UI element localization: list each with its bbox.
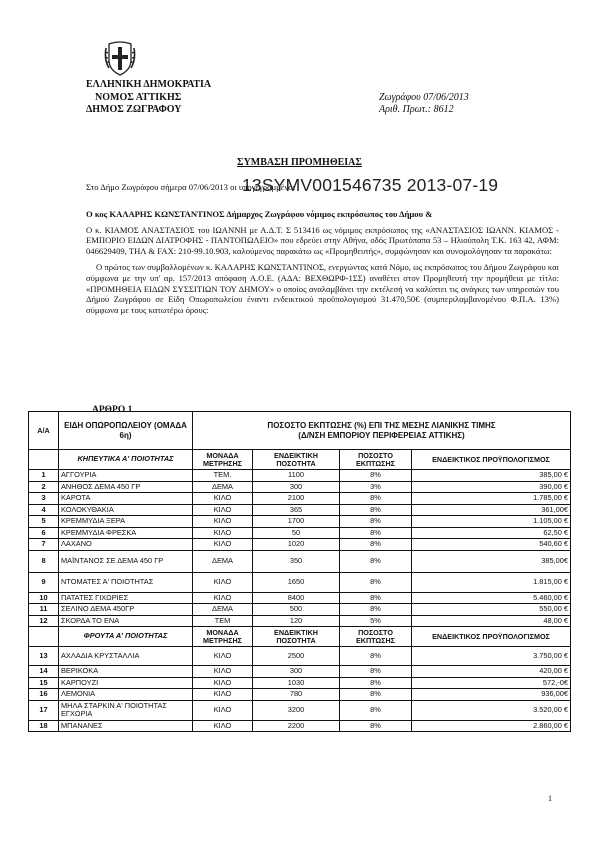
- table-row: [29, 615, 571, 627]
- item-quantity: 1700: [253, 516, 340, 528]
- supplier-paragraph: Ο κ. ΚΙΑΜΟΣ ΑΝΑΣΤΑΣΙΟΣ του ΙΩΑΝΝΗ με Α.Δ.Τ. Σ 513416 ως νόμιμος εκπρόσωπος της «ΑΝΑΣΤΑΣΙΟΣ ΙΩΑΝΝ. ΚΙΑΜΟΣ - ΕΜΠΟΡΙΟ ΕΙΔΩΝ ΔΙΑΤΡΟΦΗΣ - ΠΑΝΤΟΠΩΛΕΙΟ» που εδρεύει στην Αθήνα, οδός Πρωτόπαπα 53 – Ηλιούπολη Τ.Κ. 163 42, ΑΦΜ: 046629409, ΤΗΛ & FAX: 210-99.10.903, καλούμενος παρακάτω ως «Προμηθευτής», συμφώνησαν και συνομολόγησαν τα παρακάτω:: [86, 224, 559, 257]
- item-discount: 8%: [340, 647, 412, 666]
- item-number: 4: [29, 504, 59, 516]
- item-name: ΚΑΡΟΤΑ: [59, 493, 193, 505]
- item-unit: ΔΕΜΑ: [193, 550, 253, 572]
- blank-cell: [29, 450, 59, 470]
- item-discount: 8%: [340, 539, 412, 551]
- header-line: ΔΗΜΟΣ ΖΩΓΡΑΦΟΥ: [86, 104, 182, 115]
- item-quantity: 1020: [253, 539, 340, 551]
- item-budget: 3.520,00 €: [412, 700, 571, 720]
- item-unit: ΚΙΛΟ: [193, 592, 253, 604]
- table-row: [29, 516, 571, 528]
- item-number: 13: [29, 647, 59, 666]
- item-quantity: 365: [253, 504, 340, 516]
- item-number: 16: [29, 689, 59, 701]
- item-name: ΒΕΡΙΚΟΚΑ: [59, 666, 193, 678]
- item-discount: 8%: [340, 493, 412, 505]
- item-unit: ΚΙΛΟ: [193, 539, 253, 551]
- item-unit: ΚΙΛΟ: [193, 689, 253, 701]
- item-quantity: 780: [253, 689, 340, 701]
- item-discount: 8%: [340, 504, 412, 516]
- section-col-header: ΜΟΝΑΔΑ ΜΕΤΡΗΣΗΣ: [193, 450, 253, 470]
- item-discount: 8%: [340, 700, 412, 720]
- item-budget: 361,00€: [412, 504, 571, 516]
- item-name: ΑΧΛΑΔΙΑ ΚΡΥΣΤΑΛΛΙΑ: [59, 647, 193, 666]
- item-unit: ΚΙΛΟ: [193, 527, 253, 539]
- table-row: [29, 572, 571, 592]
- item-unit: ΚΙΛΟ: [193, 720, 253, 732]
- item-unit: ΚΙΛΟ: [193, 516, 253, 528]
- item-budget: 48,00 €: [412, 615, 571, 627]
- item-discount: 5%: [340, 615, 412, 627]
- item-quantity: 1100: [253, 470, 340, 482]
- item-discount: 8%: [340, 720, 412, 732]
- item-discount: 8%: [340, 516, 412, 528]
- contract-title: ΣΥΜΒΑΣΗ ΠΡΟΜΗΘΕΙΑΣ: [237, 157, 362, 168]
- coat-of-arms-icon: [103, 38, 137, 78]
- item-quantity: 300: [253, 666, 340, 678]
- item-number: 12: [29, 615, 59, 627]
- section-col-header: ΕΝΔΕΙΚΤΙΚΗ ΠΟΣΟΤΗΤΑ: [253, 450, 340, 470]
- table-row: [29, 604, 571, 616]
- item-number: 18: [29, 720, 59, 732]
- item-number: 2: [29, 481, 59, 493]
- table-row: [29, 592, 571, 604]
- date-protocol: [379, 92, 469, 116]
- section-col-header: ΠΟΣΟΣΤΟ ΕΚΠΤΩΣΗΣ: [340, 627, 412, 647]
- item-unit: ΚΙΛΟ: [193, 504, 253, 516]
- item-budget: 1.105,00 €: [412, 516, 571, 528]
- table-row: [29, 700, 571, 720]
- item-discount: 8%: [340, 604, 412, 616]
- item-unit: ΚΙΛΟ: [193, 666, 253, 678]
- item-budget: 572,-0€: [412, 677, 571, 689]
- mayor-paragraph: Ο κος ΚΑΛΑΡΗΣ ΚΩΝΣΤΑΝΤΙΝΟΣ Δήμαρχος Ζωγράφου νόμιμος εκπρόσωπος του Δήμου &: [86, 208, 433, 219]
- table-row: [29, 689, 571, 701]
- section-col-header: ΕΝΔΕΙΚΤΙΚΟΣ ΠΡΟΫΠΟΛΟΓΙΣΜΟΣ: [412, 627, 571, 647]
- item-quantity: 3200: [253, 700, 340, 720]
- contract-body: [86, 182, 559, 321]
- item-unit: ΔΕΜΑ: [193, 604, 253, 616]
- item-number: 15: [29, 677, 59, 689]
- item-budget: 420,00 €: [412, 666, 571, 678]
- item-budget: 3.750,00 €: [412, 647, 571, 666]
- item-budget: 936,00€: [412, 689, 571, 701]
- item-number: 17: [29, 700, 59, 720]
- item-discount: 8%: [340, 689, 412, 701]
- page-number: 1: [548, 794, 552, 803]
- item-discount: 8%: [340, 550, 412, 572]
- item-name: ΜΗΛΑ ΣΤΑΡΚΙΝ Α' ΠΟΙΟΤΗΤΑΣ ΕΓΧΩΡΙΑ: [59, 700, 193, 720]
- item-name: ΣΕΛΙΝΟ ΔΕΜΑ 450ΓΡ: [59, 604, 193, 616]
- item-quantity: 50: [253, 527, 340, 539]
- item-quantity: 300: [253, 481, 340, 493]
- section-title: ΦΡΟΥΤΑ Α' ΠΟΙΟΤΗΤΑΣ: [59, 627, 193, 647]
- section-col-header: ΕΝΔΕΙΚΤΙΚΟΣ ΠΡΟΫΠΟΛΟΓΙΣΜΟΣ: [412, 450, 571, 470]
- discount-header: [193, 412, 571, 450]
- item-number: 6: [29, 527, 59, 539]
- item-discount: 8%: [340, 592, 412, 604]
- item-number: 9: [29, 572, 59, 592]
- table-row: [29, 527, 571, 539]
- section-col-header: ΠΟΣΟΣΤΟ ΕΚΠΤΩΣΗΣ: [340, 450, 412, 470]
- item-budget: 5.460,00 €: [412, 592, 571, 604]
- section-col-header: ΕΝΔΕΙΚΤΙΚΗ ΠΟΣΟΤΗΤΑ: [253, 627, 340, 647]
- item-number: 11: [29, 604, 59, 616]
- item-name: ΚΡΕΜΜΥΔΙΑ ΦΡΕΣΚΑ: [59, 527, 193, 539]
- table-row: [29, 550, 571, 572]
- group-title: ΕΙΔΗ ΟΠΩΡΟΠΩΛΕΙΟΥ (ΟΜΑΔΑ 6η): [59, 412, 193, 450]
- item-quantity: 2100: [253, 493, 340, 505]
- item-budget: 1.785,00 €: [412, 493, 571, 505]
- item-unit: ΚΙΛΟ: [193, 677, 253, 689]
- item-unit: ΤΕΜ.: [193, 470, 253, 482]
- item-quantity: 1030: [253, 677, 340, 689]
- item-name: ΚΟΛΟΚΥΘΑΚΙΑ: [59, 504, 193, 516]
- table-row: [29, 504, 571, 516]
- item-name: ΛΑΧΑΝΟ: [59, 539, 193, 551]
- registry-stamp: 13SYMV001546735 2013-07-19: [242, 175, 499, 195]
- item-budget: 1.815,00 €: [412, 572, 571, 592]
- item-quantity: 8400: [253, 592, 340, 604]
- item-unit: ΚΙΛΟ: [193, 700, 253, 720]
- item-budget: 2.860,00 €: [412, 720, 571, 732]
- col-aa-header: Α/Α: [29, 412, 59, 450]
- assignment-paragraph: Ο πρώτος των συμβαλλομένων κ. ΚΑΛΑΡΗΣ ΚΩΝΣΤΑΝΤΙΝΟΣ, ενεργώντας κατά Νόμο, ως εκπρόσωπος του Δήμου Ζωγράφου και σύμφωνα με την υπ' αρ. 157/2013 απόφαση Α.Ο.Ε. (ΑΔΑ: ΒΕΧΘΩΡΦ-1ΣΣ) αναθέτει στον Προμηθευτή την προμήθεια με τίτλο: «ΠΡΟΜΗΘΕΙΑ ΕΙΔΩΝ ΣΥΣΣΙΤΙΩΝ ΤΟΥ ΔΗΜΟΥ» ο οποίος αναλαμβάνει την εκτέλεσή να καλύπτει τις ανάγκες των υπηρεσιών του Δήμου Ζωγράφου σε Είδη Οπωροπωλείου έναντι ενδεικτικού προϋπολογισμού 31.470,50€ (συμπεριλαμβανομένου Φ.Π.Α. 13%) σύμφωνα με τους κατωτέρω όρους:: [86, 261, 559, 316]
- item-name: ΠΑΤΑΤΕΣ ΓΙΧΩΡΙΕΣ: [59, 592, 193, 604]
- discount-subtitle: (Δ/ΝΣΗ ΕΜΠΟΡΙΟΥ ΠΕΡΙΦΕΡΕΙΑΣ ΑΤΤΙΚΗΣ): [298, 430, 465, 440]
- item-name: ΣΚΟΡΔΑ ΤΟ ΕΝΑ: [59, 615, 193, 627]
- item-discount: 3%: [340, 481, 412, 493]
- item-budget: 385,00 €: [412, 470, 571, 482]
- item-unit: ΤΕΜ: [193, 615, 253, 627]
- header-line: ΕΛΛΗΝΙΚΗ ΔΗΜΟΚΡΑΤΙΑ: [86, 79, 212, 90]
- table-row: [29, 493, 571, 505]
- item-quantity: 350: [253, 550, 340, 572]
- table-header-row: [29, 412, 571, 450]
- item-number: 8: [29, 550, 59, 572]
- item-budget: 550,00 €: [412, 604, 571, 616]
- item-name: ΑΝΗΘΟΣ ΔΕΜΑ 450 ΓΡ: [59, 481, 193, 493]
- item-budget: 385,00€: [412, 550, 571, 572]
- item-discount: 8%: [340, 527, 412, 539]
- item-quantity: 2200: [253, 720, 340, 732]
- item-quantity: 2500: [253, 647, 340, 666]
- item-unit: ΔΕΜΑ: [193, 481, 253, 493]
- item-number: 14: [29, 666, 59, 678]
- item-budget: 62,50 €: [412, 527, 571, 539]
- discount-title: ΠΟΣΟΣΤΟ ΕΚΠΤΩΣΗΣ (%) ΕΠΙ ΤΗΣ ΜΕΣΗΣ ΛΙΑΝΙΚΗΣ ΤΙΜΗΣ: [267, 420, 496, 430]
- item-number: 7: [29, 539, 59, 551]
- table-row: [29, 470, 571, 482]
- item-budget: 390,00 €: [412, 481, 571, 493]
- table-row: [29, 666, 571, 678]
- item-name: ΛΕΜΟΝΙΑ: [59, 689, 193, 701]
- item-name: ΝΤΟΜΑΤΕΣ Α' ΠΟΙΟΤΗΤΑΣ: [59, 572, 193, 592]
- item-unit: ΚΙΛΟ: [193, 647, 253, 666]
- item-name: ΜΠΑΝΑΝΕΣ: [59, 720, 193, 732]
- item-unit: ΚΙΛΟ: [193, 493, 253, 505]
- item-name: ΚΡΕΜΜΥΔΙΑ ΞΕΡΑ: [59, 516, 193, 528]
- item-number: 3: [29, 493, 59, 505]
- blank-cell: [29, 627, 59, 647]
- table-row: [29, 539, 571, 551]
- item-quantity: 1650: [253, 572, 340, 592]
- section-title: ΚΗΠΕΥΤΙΚΑ Α' ΠΟΙΟΤΗΤΑΣ: [59, 450, 193, 470]
- issuer-header: [86, 79, 211, 117]
- table-row: [29, 647, 571, 666]
- item-discount: 8%: [340, 470, 412, 482]
- item-discount: 8%: [340, 572, 412, 592]
- item-discount: 8%: [340, 677, 412, 689]
- section-header-row: [29, 450, 571, 470]
- item-quantity: 120: [253, 615, 340, 627]
- table-row: [29, 481, 571, 493]
- item-unit: ΚΙΛΟ: [193, 572, 253, 592]
- item-discount: 8%: [340, 666, 412, 678]
- section-header-row: [29, 627, 571, 647]
- item-name: ΚΑΡΠΟΥΖΙ: [59, 677, 193, 689]
- section-col-header: ΜΟΝΑΔΑ ΜΕΤΡΗΣΗΣ: [193, 627, 253, 647]
- item-number: 1: [29, 470, 59, 482]
- item-number: 5: [29, 516, 59, 528]
- item-name: ΜΑΪΝΤΑΝΟΣ ΣΕ ΔΕΜΑ 450 ΓΡ: [59, 550, 193, 572]
- item-budget: 540,60 €: [412, 539, 571, 551]
- items-table: [28, 411, 571, 732]
- item-quantity: 500: [253, 604, 340, 616]
- item-name: ΑΓΓΟΥΡΙΑ: [59, 470, 193, 482]
- intro-paragraph: Στο Δήμο Ζωγράφου σήμερα 07/06/2013 οι υπογεγραμμένοι :: [86, 182, 300, 192]
- header-line: ΝΟΜΟΣ ΑΤΤΙΚΗΣ: [95, 91, 182, 103]
- document-date: Ζωγράφου 07/06/2013: [379, 92, 469, 103]
- item-number: 10: [29, 592, 59, 604]
- protocol-number: Αριθ. Πρωτ.: 8612: [379, 104, 454, 115]
- table-row: [29, 677, 571, 689]
- table-row: [29, 720, 571, 732]
- article-heading: ΑΡΘΡΟ 1: [92, 405, 133, 415]
